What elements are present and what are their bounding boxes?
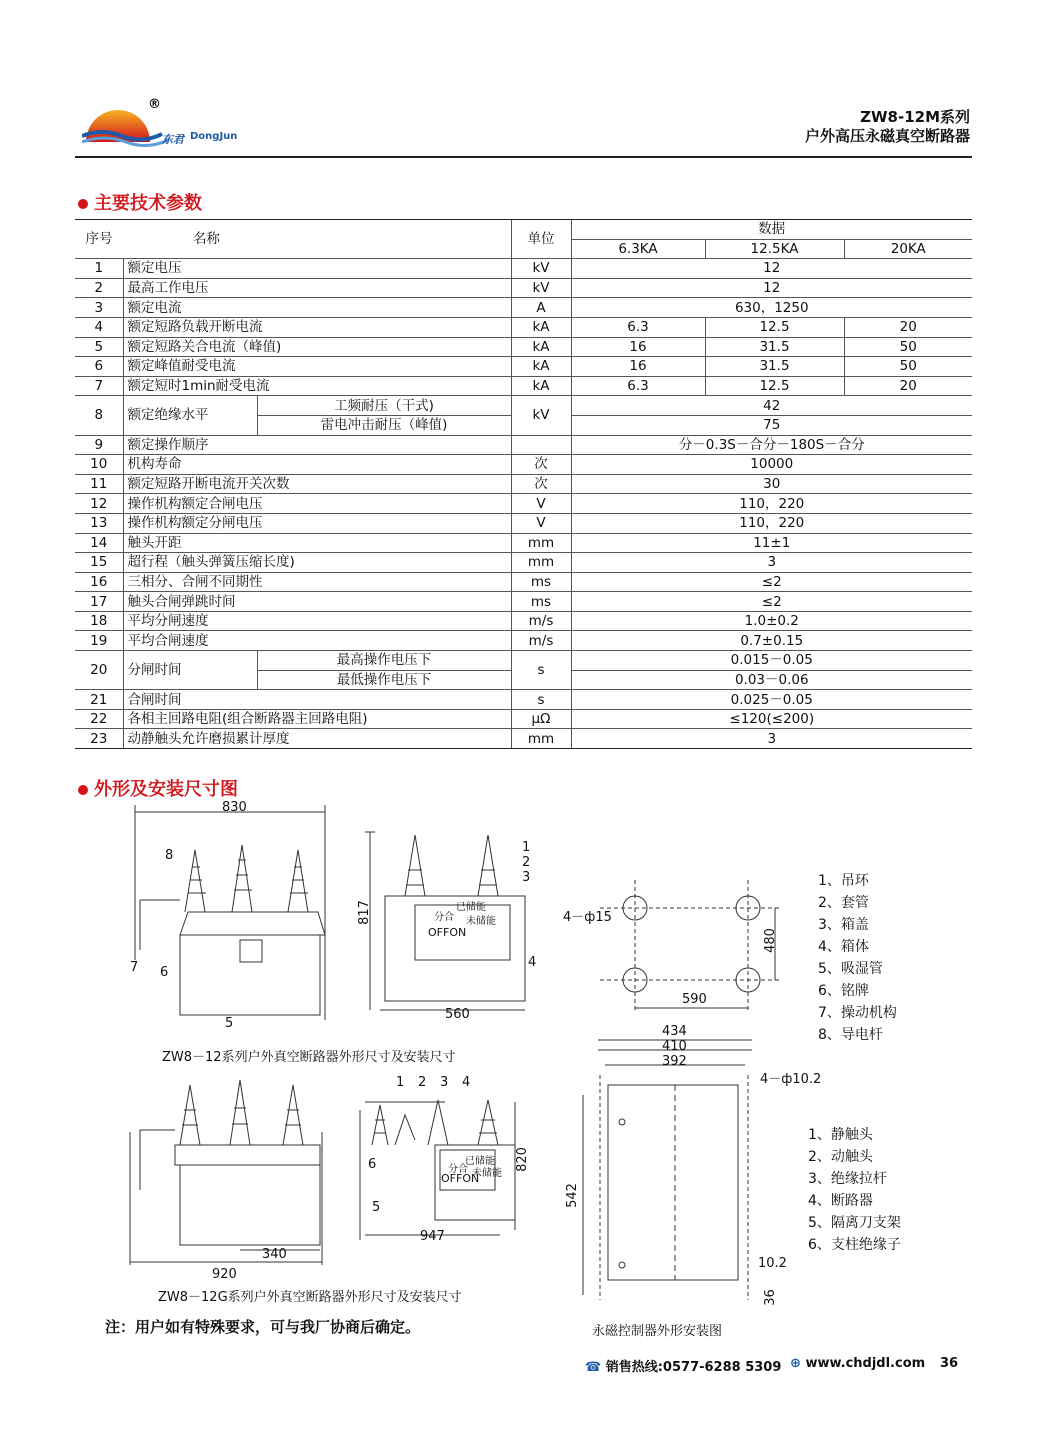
row-value2: 75 <box>571 415 972 435</box>
callout-g1: 1 <box>396 1075 405 1090</box>
row-value: 1.0±0.2 <box>571 611 972 631</box>
legend-item: 5、吸湿管 <box>818 961 883 977</box>
row-value: 630，1250 <box>571 298 972 318</box>
row-unit: ms <box>511 592 571 612</box>
row-unit: kV <box>511 396 571 435</box>
row-name: 平均分闸速度 <box>123 611 511 631</box>
callout-4: 4 <box>528 955 537 970</box>
row-no: 2 <box>75 278 123 298</box>
row-v3: 20 <box>844 317 972 337</box>
panel-offon: OFFON <box>428 926 467 939</box>
row-value: 分－0.3S－合分－180S－合分 <box>571 435 972 455</box>
legend-1 <box>818 870 897 1046</box>
row-unit: kA <box>511 357 571 377</box>
product-title: 户外高压永磁真空断路器 <box>804 127 970 145</box>
panel-g-switch: 分合 <box>448 1164 468 1175</box>
row-unit: ms <box>511 572 571 592</box>
globe-icon: ⊕ <box>790 1356 801 1371</box>
website[interactable] <box>790 1356 925 1371</box>
row-v3: 20 <box>844 376 972 396</box>
dim-434: 434 <box>662 1024 687 1039</box>
row-no: 12 <box>75 494 123 514</box>
panel-stored: 已储能 <box>456 902 486 913</box>
row-unit: 次 <box>511 455 571 475</box>
row-v1: 16 <box>571 337 705 357</box>
callout-g2: 2 <box>418 1075 427 1090</box>
caption-d2: ZW8－12G系列户外真空断路器外形尺寸及安装尺寸 <box>158 1290 462 1305</box>
caption-d1: ZW8－12系列户外真空断路器外形尺寸及安装尺寸 <box>162 1050 456 1065</box>
row-name: 最高工作电压 <box>123 278 511 298</box>
callout-g6: 6 <box>368 1157 377 1172</box>
row-unit: s <box>511 690 571 710</box>
legend-item: 7、操动机构 <box>818 1005 897 1021</box>
row-name: 触头合闸弹跳时间 <box>123 592 511 612</box>
callout-1: 1 <box>522 840 531 855</box>
website-text: www.chdjdl.com <box>805 1356 926 1371</box>
row-name: 额定短时1min耐受电流 <box>123 376 511 396</box>
row-sub2: 雷电冲击耐压（峰值) <box>257 415 511 435</box>
callout-6: 6 <box>160 965 169 980</box>
callout-g3: 3 <box>440 1075 449 1090</box>
row-no: 15 <box>75 553 123 573</box>
row-value1: 42 <box>571 396 972 416</box>
dim-920: 920 <box>212 1267 237 1282</box>
row-v1: 16 <box>571 357 705 377</box>
row-unit: V <box>511 513 571 533</box>
row-no: 9 <box>75 435 123 455</box>
row-name: 操作机构额定分闸电压 <box>123 513 511 533</box>
section-params-label: 主要技术参数 <box>94 193 202 214</box>
legend-item: 4、断路器 <box>808 1193 873 1209</box>
dim-480: 480 <box>762 928 778 953</box>
legend-item: 3、箱盖 <box>818 917 869 933</box>
row-unit: m/s <box>511 631 571 651</box>
row-v1: 6.3 <box>571 317 705 337</box>
row-name: 平均合闸速度 <box>123 631 511 651</box>
row-unit: mm <box>511 553 571 573</box>
callout-5: 5 <box>225 1016 234 1031</box>
page-number: 36 <box>940 1356 959 1371</box>
header-col-2: 12.5KA <box>705 239 844 259</box>
header-data: 数据 <box>571 220 972 240</box>
row-value: 0.7±0.15 <box>571 631 972 651</box>
row-v2: 31.5 <box>705 357 844 377</box>
hotline-text: 销售热线:0577-6288 5309 <box>605 1360 782 1375</box>
section-dims-label: 外形及安装尺寸图 <box>94 779 238 800</box>
row-name: 额定短路开断电流开关次数 <box>123 474 511 494</box>
row-unit: 次 <box>511 474 571 494</box>
dim-817: 817 <box>356 900 372 925</box>
row-v2: 12.5 <box>705 317 844 337</box>
dim-holes: 4－ф15 <box>563 910 612 925</box>
drawing-controller <box>583 1040 752 1300</box>
row-no: 11 <box>75 474 123 494</box>
legend-item: 1、静触头 <box>808 1127 873 1143</box>
phone-icon: ☎ <box>585 1360 602 1375</box>
row-value: ≤2 <box>571 592 972 612</box>
row-name: 额定绝缘水平 <box>123 396 257 435</box>
row-no: 18 <box>75 611 123 631</box>
row-name: 额定短路负载开断电流 <box>123 317 511 337</box>
row-value: 30 <box>571 474 972 494</box>
row-name: 各相主回路电阻(组合断路器主回路电阻) <box>123 709 511 729</box>
dim-340: 340 <box>262 1247 287 1262</box>
hotline <box>585 1356 781 1375</box>
row-name: 额定操作顺序 <box>123 435 511 455</box>
callout-g4: 4 <box>462 1075 471 1090</box>
header-col-3: 20KA <box>844 239 972 259</box>
row-value: ≤120(≤200) <box>571 709 972 729</box>
row-unit: s <box>511 651 571 690</box>
model-title: ZW8-12M系列 <box>860 108 970 126</box>
row-no: 21 <box>75 690 123 710</box>
row-name: 动静触头允许磨损累计厚度 <box>123 729 511 749</box>
dim-830: 830 <box>222 800 247 815</box>
row-value: 12 <box>571 278 972 298</box>
panel-switch: 分合 <box>434 912 454 923</box>
row-name: 合闸时间 <box>123 690 511 710</box>
row-unit: kV <box>511 259 571 279</box>
row-v3: 50 <box>844 357 972 377</box>
header-name: 名称 <box>123 220 511 259</box>
row-v1: 6.3 <box>571 376 705 396</box>
row-v2: 31.5 <box>705 337 844 357</box>
row-name: 额定电流 <box>123 298 511 318</box>
row-value: 3 <box>571 729 972 749</box>
row-no: 22 <box>75 709 123 729</box>
row-value: 0.025－0.05 <box>571 690 972 710</box>
row-v2: 12.5 <box>705 376 844 396</box>
panel-g-offon: OFFON <box>441 1172 480 1185</box>
row-value: 110，220 <box>571 494 972 514</box>
row-value: ≤2 <box>571 572 972 592</box>
row-unit: mm <box>511 533 571 553</box>
row-value: 110，220 <box>571 513 972 533</box>
dim-560: 560 <box>445 1007 470 1022</box>
row-unit: kV <box>511 278 571 298</box>
footnote: 注：用户如有特殊要求，可与我厂协商后确定。 <box>105 1318 421 1336</box>
legend-item: 3、绝缘拉杆 <box>808 1171 887 1187</box>
row-no: 17 <box>75 592 123 612</box>
row-no: 4 <box>75 317 123 337</box>
legend-item: 4、箱体 <box>818 939 869 955</box>
row-unit: V <box>511 494 571 514</box>
row-no: 5 <box>75 337 123 357</box>
legend-2 <box>808 1124 901 1256</box>
legend-item: 6、支柱绝缘子 <box>808 1237 901 1253</box>
row-no: 23 <box>75 729 123 749</box>
row-name: 三相分、合闸不同期性 <box>123 572 511 592</box>
legend-item: 2、套管 <box>818 895 869 911</box>
panel-g-unstored: 未储能 <box>472 1168 502 1179</box>
dim-392: 392 <box>662 1054 687 1069</box>
row-v3: 50 <box>844 337 972 357</box>
legend-item: 6、铭牌 <box>818 983 869 999</box>
row-no: 1 <box>75 259 123 279</box>
row-unit: m/s <box>511 611 571 631</box>
dim-410: 410 <box>662 1039 687 1054</box>
row-unit: kA <box>511 376 571 396</box>
row-unit: kA <box>511 337 571 357</box>
row-value2: 0.03－0.06 <box>571 670 972 690</box>
dim-820: 820 <box>514 1147 530 1172</box>
row-no: 3 <box>75 298 123 318</box>
panel-g-stored: 已储能 <box>465 1156 495 1167</box>
callout-g5: 5 <box>372 1200 381 1215</box>
brand-name-en: DongJun <box>190 131 238 142</box>
row-name: 超行程（触头弹簧压缩长度) <box>123 553 511 573</box>
row-sub1: 最高操作电压下 <box>257 651 511 671</box>
row-name: 触头开距 <box>123 533 511 553</box>
row-no: 20 <box>75 651 123 690</box>
row-no: 8 <box>75 396 123 435</box>
row-sub2: 最低操作电压下 <box>257 670 511 690</box>
registered-mark: ® <box>148 97 161 112</box>
row-unit: μΩ <box>511 709 571 729</box>
row-value: 11±1 <box>571 533 972 553</box>
callout-7: 7 <box>130 960 139 975</box>
row-no: 16 <box>75 572 123 592</box>
drawing-zw8-12g-front <box>130 1080 322 1265</box>
dim-holes-ctrl: 4－ф10.2 <box>760 1072 822 1087</box>
row-name: 机构寿命 <box>123 455 511 475</box>
panel-unstored: 未储能 <box>466 916 496 927</box>
row-name: 额定短路关合电流（峰值) <box>123 337 511 357</box>
row-unit: A <box>511 298 571 318</box>
legend-item: 5、隔离刀支架 <box>808 1215 901 1231</box>
dim-590: 590 <box>682 992 707 1007</box>
row-no: 13 <box>75 513 123 533</box>
header-no: 序号 <box>75 220 123 259</box>
row-no: 14 <box>75 533 123 553</box>
row-value: 10000 <box>571 455 972 475</box>
row-name: 操作机构额定合闸电压 <box>123 494 511 514</box>
header-col-1: 6.3KA <box>571 239 705 259</box>
row-value: 3 <box>571 553 972 573</box>
dim-947: 947 <box>420 1229 445 1244</box>
row-value: 12 <box>571 259 972 279</box>
row-name: 分闸时间 <box>123 651 257 690</box>
row-unit: kA <box>511 317 571 337</box>
caption-ctrl: 永磁控制器外形安装图 <box>592 1324 723 1339</box>
row-value1: 0.015－0.05 <box>571 651 972 671</box>
callout-3: 3 <box>522 870 531 885</box>
legend-item: 8、导电杆 <box>818 1027 883 1043</box>
row-no: 10 <box>75 455 123 475</box>
dim-542: 542 <box>564 1183 580 1208</box>
brand-name-cn: 东君 <box>162 133 184 146</box>
drawing-zw8-12-front <box>135 805 325 1020</box>
row-name: 额定峰值耐受电流 <box>123 357 511 377</box>
row-name: 额定电压 <box>123 259 511 279</box>
dim-36: 36 <box>762 1289 778 1306</box>
header-unit: 单位 <box>511 220 571 259</box>
row-sub1: 工频耐压（干式) <box>257 396 511 416</box>
callout-8: 8 <box>165 848 174 863</box>
row-unit: mm <box>511 729 571 749</box>
callout-2: 2 <box>522 855 531 870</box>
row-no: 19 <box>75 631 123 651</box>
dim-10-2: 10.2 <box>758 1256 787 1271</box>
row-no: 7 <box>75 376 123 396</box>
drawing-mount-holes <box>600 880 780 1010</box>
row-no: 6 <box>75 357 123 377</box>
legend-item: 2、动触头 <box>808 1149 873 1165</box>
legend-item: 1、吊环 <box>818 873 869 889</box>
